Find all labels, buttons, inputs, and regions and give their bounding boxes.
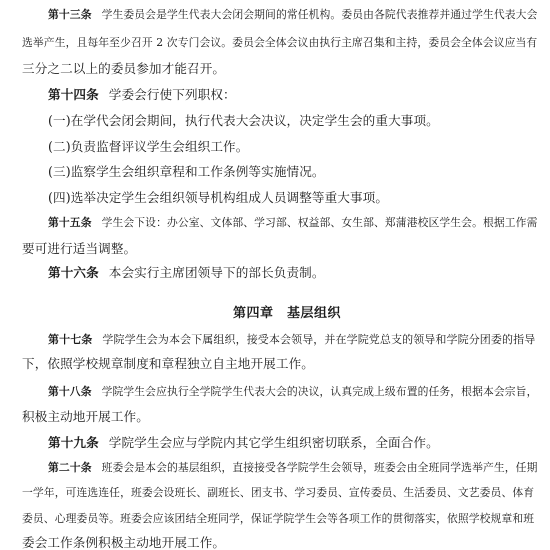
article-14-item-4: (四)选举决定学生会组织领导机构组成人员调整等重大事项。 [48,190,389,205]
article-14-item-1: (一)在学代会闭会期间，执行代表大会决议，决定学生会的重大事项。 [48,113,439,128]
article-15-text-1: 学生会下设：办公室、文体部、学习部、权益部、女生部、郑蒲港校区学生会。根据工作需 [101,216,538,229]
article-13-text-1: 学生委员会是学生代表大会闭会期间的常任机构。委员由各院代表推荐并通过学生代表大会 [101,8,538,21]
article-19-line-1 [48,435,439,451]
article-20-line-1 [48,460,537,476]
article-16-label: 第十六条 [48,265,99,280]
article-18-text-1: 学院学生会应执行全学院学生代表大会的决议，认真完成上级布置的任务，根据本会宗旨， [101,385,538,398]
article-17-text-1: 学院学生会为本会下属组织，接受本会领导，并在学院党总支的领导和学院分团委的指导 [102,333,536,346]
article-15-label: 第十五条 [48,216,92,229]
article-18-line-1 [48,384,537,400]
article-20-text-1: 班委会是本会的基层组织，直接接受各学院学生会领导，班委会由全班同学选举产生，任期 [101,461,538,474]
article-17-line-1 [48,332,535,348]
article-15-line-2: 要可进行适当调整。 [22,241,137,256]
article-18-line-2: 积极主动地开展工作。 [22,409,149,424]
chapter-4-heading: 第四章 基层组织 [233,306,342,321]
article-19-text-1: 学院学生会应与学院内其它学生组织密切联系，全面合作。 [108,435,439,450]
article-15-line-1 [48,215,537,231]
article-16-text-1: 本会实行主席团领导下的部长负责制。 [108,265,325,280]
article-20-label: 第二十条 [48,461,92,474]
article-20-line-3: 委员、心理委员等。班委会应该团结全班同学，保证学院学生会等各项工作的贯彻落实，依照学校规章和班 [22,512,535,525]
article-14-item-3: (三)监察学生会组织章程和工作条例等实施情况。 [48,164,325,179]
article-17-line-2: 下，依照学校规章制度和章程独立自主地开展工作。 [22,356,314,371]
article-14-label: 第十四条 [48,87,99,102]
article-20-line-2: 一学年，可连选连任，班委会设班长、副班长、团支书、学习委员、宣传委员、生活委员、文艺委员、体育 [22,486,535,499]
article-14-line-1 [48,87,236,103]
article-13-line-2: 选举产生，且每年至少召开 2 次专门会议。委员会全体会议由执行主席召集和主持，委员会全体会议应当有 [22,36,538,49]
article-13-line-3: 三分之二以上的委员参加才能召开。 [22,61,226,76]
article-17-label: 第十七条 [48,333,93,346]
article-19-label: 第十九条 [48,435,99,450]
article-14-intro: 学委会行使下列职权： [108,87,236,102]
article-20-line-4: 委会工作条例积极主动地开展工作。 [22,535,226,550]
article-18-label: 第十八条 [48,385,92,398]
article-13-line-1 [48,7,537,23]
article-14-item-2: (二)负责监督评议学生会组织工作。 [48,139,249,154]
article-16-line-1 [48,265,325,281]
article-13-label: 第十三条 [48,8,92,21]
